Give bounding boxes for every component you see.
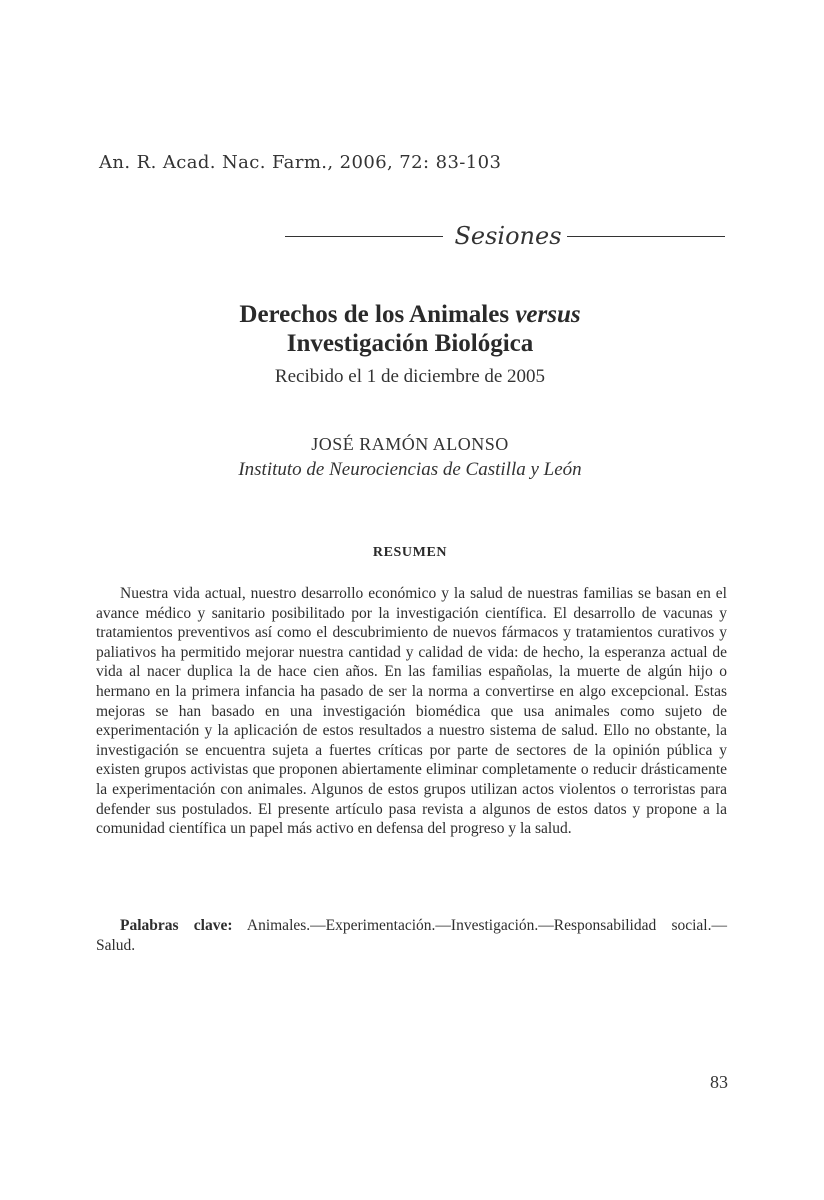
article-title-line-2: Investigación Biológica <box>286 330 534 357</box>
page-number: 83 <box>710 1072 728 1092</box>
keywords <box>96 916 727 955</box>
author-name: JOSÉ RAMÓN ALONSO <box>311 434 509 454</box>
article-title-italic: versus <box>515 301 581 328</box>
keywords-text: Animales.—Experimentación.—Investigación.—Responsabilidad social.—Salud. <box>96 917 727 954</box>
article-title-part1: Derechos de los Animales <box>239 301 516 328</box>
article-header <box>150 300 670 388</box>
article-title-line-1 <box>150 300 670 329</box>
section-rule-left <box>285 236 443 237</box>
section-label: Sesiones <box>454 222 562 250</box>
section-header <box>285 222 725 252</box>
abstract-heading: RESUMEN <box>372 545 448 560</box>
author-block <box>150 434 670 481</box>
author-affiliation: Instituto de Neurociencias de Castilla y León <box>238 459 582 480</box>
section-rule-right <box>567 236 725 237</box>
abstract-text: Nuestra vida actual, nuestro desarrollo económico y la salud de nuestras familias se basan en el avance médico y sanitario posibilitado por la investigación científica. El desarrollo de vacunas y tratamientos preventivos así como el descubrimiento de nuevos fármacos y tratamientos curativos y paliativos ha permitido mejorar nuestra cantidad y calidad de vida: de hecho, la esperanza actual de vida al nacer duplica la de hace cien años. En las familias españolas, la muerte de algún hijo o hermano en la primera infancia ha pasado de ser la norma a convertirse en algo excepcional. Estas mejoras se han basado en una investigación biomédica que usa animales como sujeto de experimentación y la aplicación de estos resultados a nuestro sistema de salud. Ello no obstante, la investigación se encuentra sujeta a fuertes críticas por parte de sectores de la opinión pública y existen grupos activistas que proponen abiertamente eliminar completamente o reducir drásticamente la experimentación con animales. Algunos de estos grupos utilizan actos violentos o terroristas para defender sus postulados. El presente artículo pasa revista a algunos de estos datos y propone a la comunidad científica un papel más activo en defensa del progreso y la salud. <box>96 585 727 838</box>
received-date: Recibido el 1 de diciembre de 2005 <box>274 366 546 387</box>
keywords-label: Palabras clave: <box>120 917 233 934</box>
journal-citation: An. R. Acad. Nac. Farm., 2006, 72: 83-103 <box>99 152 502 173</box>
